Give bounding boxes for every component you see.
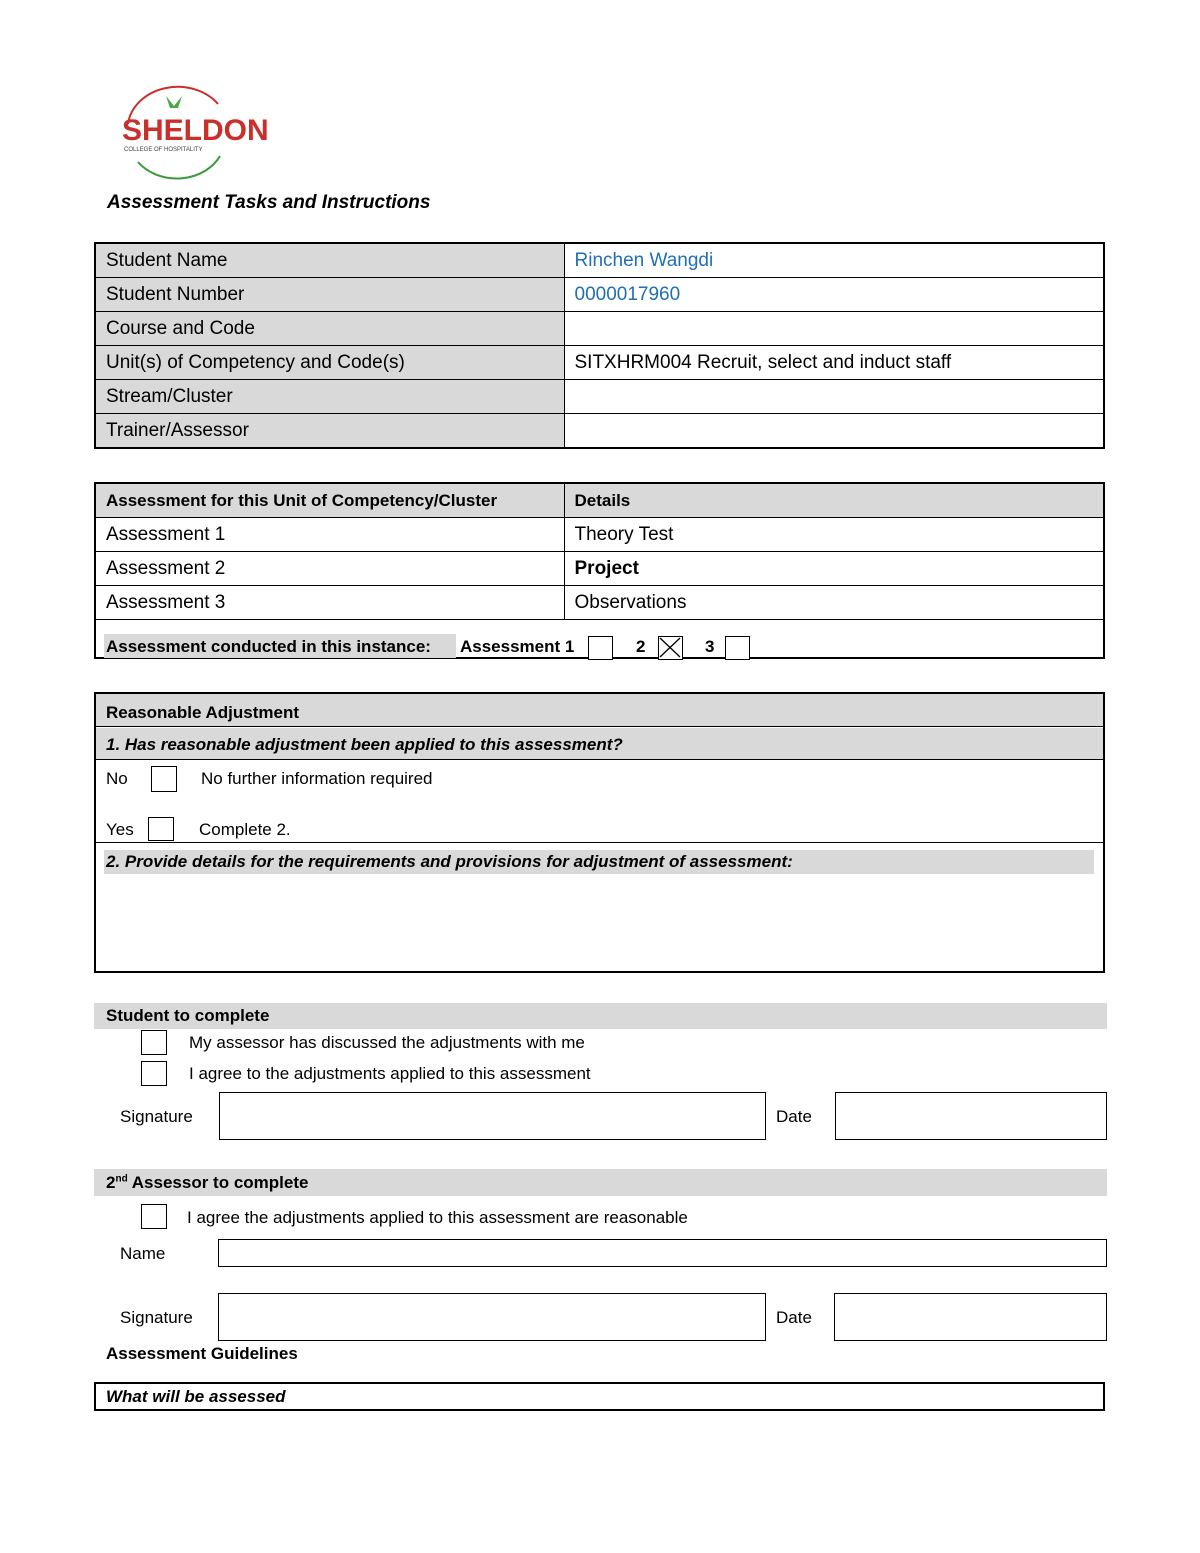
assessment-3-checkbox[interactable] <box>725 636 750 660</box>
table-header-row <box>95 483 1104 518</box>
option-3-label: 3 <box>705 637 715 656</box>
assessor-agree-checkbox[interactable] <box>141 1204 167 1229</box>
what-assessed-heading: What will be assessed <box>106 1387 286 1406</box>
student-name-value[interactable]: Rinchen Wangdi <box>564 243 1104 278</box>
student-date-field[interactable] <box>835 1092 1107 1140</box>
course-code-value[interactable] <box>564 312 1104 346</box>
no-text: No further information required <box>201 769 433 788</box>
assessor-complete-heading <box>106 1173 308 1193</box>
assessor-heading-sup: nd <box>115 1173 128 1185</box>
ra-question-1: 1. Has reasonable adjustment been applied to this assessment? <box>106 735 623 754</box>
assessor-heading-rest: Assessor to complete <box>127 1173 309 1192</box>
option-2-label: 2 <box>636 637 646 656</box>
table-row <box>95 380 1104 414</box>
assessment-1-value: Theory Test <box>564 518 1104 552</box>
instance-prefix: Assessment 1 <box>460 637 575 656</box>
unit-competency-value[interactable]: SITXHRM004 Recruit, select and induct staff <box>564 346 1104 380</box>
student-complete-heading: Student to complete <box>106 1006 270 1025</box>
trainer-assessor-label: Trainer/Assessor <box>95 414 564 449</box>
no-label: No <box>106 769 128 788</box>
table-row <box>95 414 1104 449</box>
assessor-heading-num: 2 <box>106 1173 116 1192</box>
assessment-3-label: Assessment 3 <box>95 586 564 620</box>
stream-cluster-label: Stream/Cluster <box>95 380 564 414</box>
assessment-header-right: Details <box>564 483 1104 518</box>
guidelines-heading: Assessment Guidelines <box>106 1344 298 1363</box>
student-number-label: Student Number <box>95 278 564 312</box>
assessor-name-field[interactable] <box>218 1239 1107 1267</box>
assessor-date-label: Date <box>776 1308 812 1327</box>
assessment-2-checkbox[interactable] <box>658 636 683 660</box>
ra-question-2: 2. Provide details for the requirements and provisions for adjustment of assessment: <box>106 852 793 871</box>
assessment-1-label: Assessment 1 <box>95 518 564 552</box>
assessment-2-label: Assessment 2 <box>95 552 564 586</box>
student-name-label: Student Name <box>95 243 564 278</box>
course-code-label: Course and Code <box>95 312 564 346</box>
table-row <box>95 346 1104 380</box>
discussed-checkbox[interactable] <box>141 1030 167 1055</box>
yes-checkbox[interactable] <box>148 817 174 841</box>
assessor-agree-text: I agree the adjustments applied to this assessment are reasonable <box>187 1208 688 1227</box>
table-row <box>95 312 1104 346</box>
unit-competency-label: Unit(s) of Competency and Code(s) <box>95 346 564 380</box>
table-row <box>95 243 1104 278</box>
agree-checkbox[interactable] <box>141 1061 167 1086</box>
ra-divider <box>96 842 1103 843</box>
checked-x-icon <box>659 637 681 658</box>
student-signature-label: Signature <box>120 1107 193 1126</box>
page-title: Assessment Tasks and Instructions <box>107 192 431 213</box>
assessor-date-field[interactable] <box>834 1293 1107 1341</box>
assessment-3-value: Observations <box>564 586 1104 620</box>
assessment-1-checkbox[interactable] <box>588 636 613 660</box>
table-row <box>95 278 1104 312</box>
logo-tagline: COLLEGE OF HOSPITALITY <box>124 147 203 153</box>
college-logo <box>108 84 269 180</box>
stream-cluster-value[interactable] <box>564 380 1104 414</box>
ra-heading: Reasonable Adjustment <box>106 703 300 722</box>
logo-graphic <box>108 84 269 180</box>
student-signature-field[interactable] <box>219 1092 766 1140</box>
instance-label: Assessment conducted in this instance: <box>106 637 431 656</box>
table-row <box>95 586 1104 620</box>
table-row <box>95 552 1104 586</box>
student-number-value[interactable]: 0000017960 <box>564 278 1104 312</box>
assessment-header-left: Assessment for this Unit of Competency/Cluster <box>95 483 564 518</box>
assessor-signature-field[interactable] <box>218 1293 766 1341</box>
yes-label: Yes <box>106 820 134 839</box>
assessor-name-label: Name <box>120 1244 166 1263</box>
assessor-signature-label: Signature <box>120 1308 193 1327</box>
trainer-assessor-value[interactable] <box>564 414 1104 449</box>
student-details-table <box>94 242 1105 449</box>
no-checkbox[interactable] <box>151 766 177 792</box>
assessment-table <box>94 482 1105 659</box>
discussed-text: My assessor has discussed the adjustments with me <box>189 1033 585 1052</box>
agree-text: I agree to the adjustments applied to this assessment <box>189 1064 591 1083</box>
logo-text: SHELDON <box>122 114 269 147</box>
assessment-2-value: Project <box>564 552 1104 586</box>
yes-text: Complete 2. <box>199 820 291 839</box>
student-date-label: Date <box>776 1107 812 1126</box>
table-row <box>95 518 1104 552</box>
